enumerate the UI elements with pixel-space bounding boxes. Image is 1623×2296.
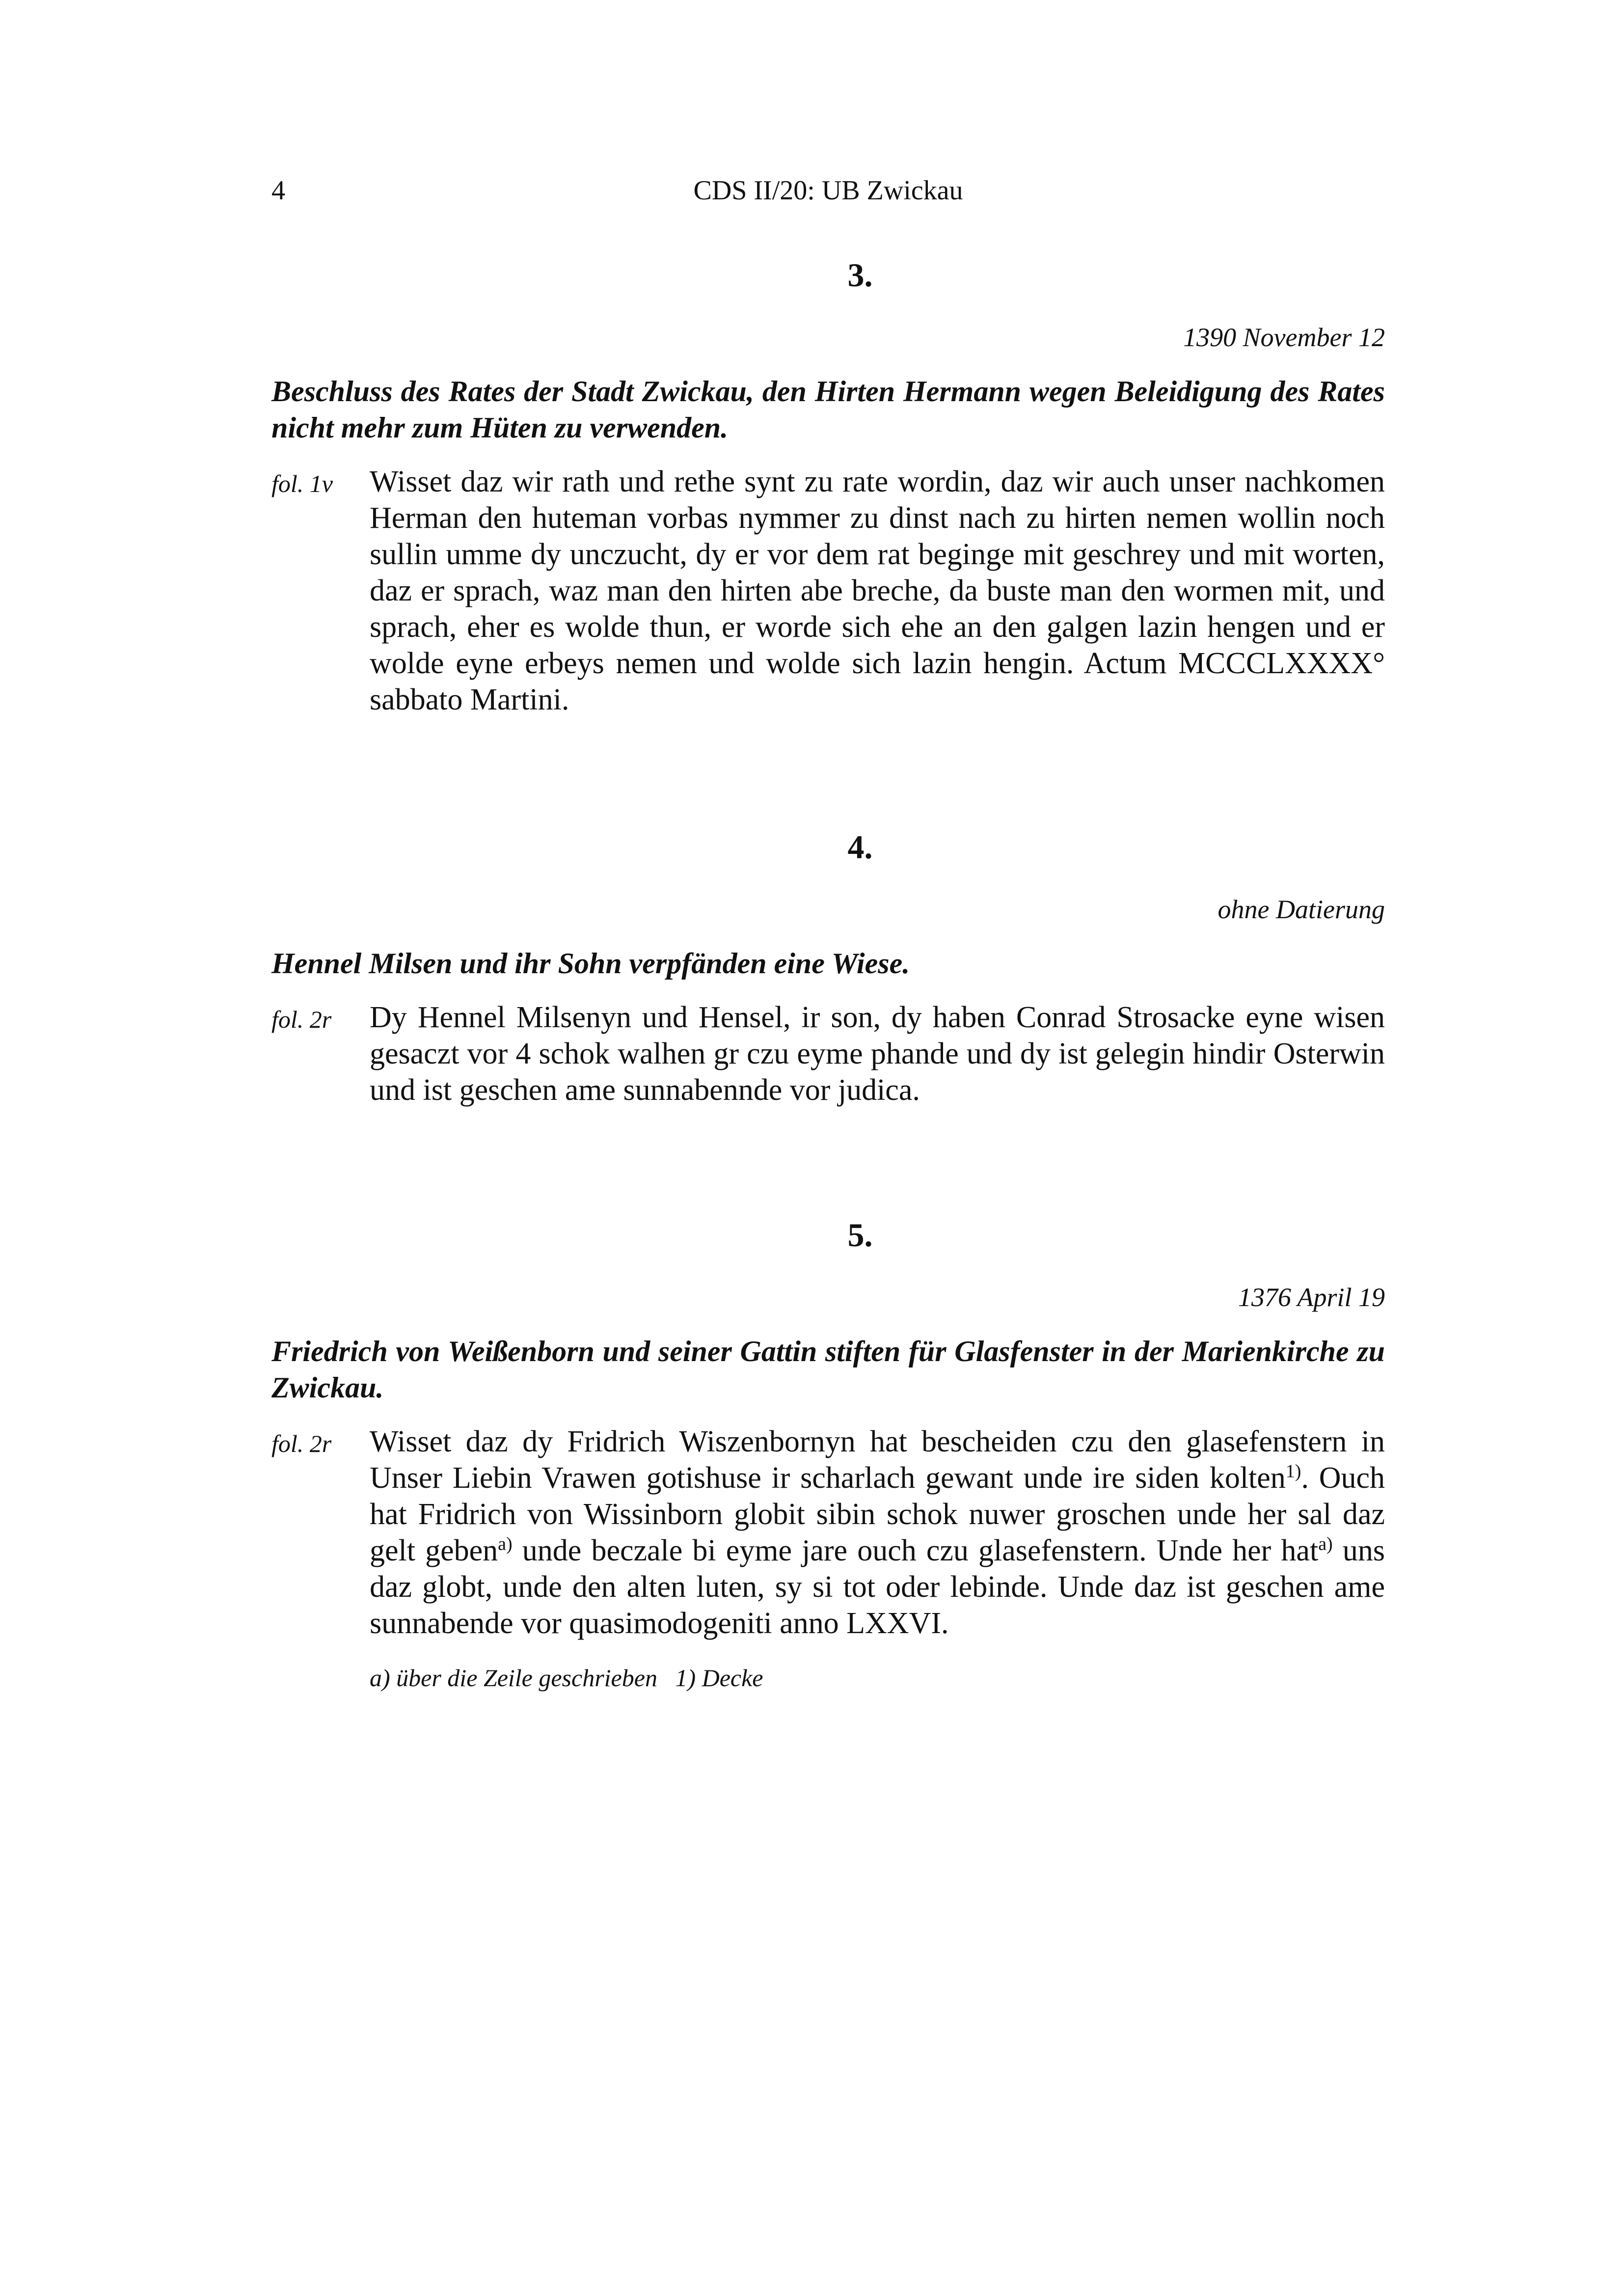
- note-1: 1) Decke: [675, 1664, 763, 1692]
- document-date: ohne Datierung: [1217, 895, 1385, 924]
- document-body: [271, 999, 1385, 1108]
- document-number: 3.: [847, 256, 873, 294]
- document-date: 1376 April 19: [1238, 1283, 1385, 1312]
- footnote-marker: 1): [1285, 1461, 1301, 1482]
- text-segment: unde beczale bi eyme jare ouch czu glasefenstern. Unde her hat: [512, 1534, 1319, 1567]
- page-number: 4: [271, 175, 285, 206]
- document-number: 4.: [847, 828, 873, 866]
- document-body: [271, 464, 1385, 718]
- folio-reference: fol. 2r: [271, 1006, 332, 1033]
- folio-reference: fol. 2r: [271, 1430, 332, 1457]
- document-title: Beschluss des Rates der Stadt Zwickau, den Hirten Hermann wegen Beleidigung des Rates nicht mehr zum Hüten zu verwenden.: [271, 375, 1385, 444]
- folio-reference: fol. 1v: [271, 470, 333, 497]
- text-segment: . Ouch hat Fridrich von Wissinborn globit sibin schok nuwer groschen unde her sal daz gelt geben: [370, 1461, 1385, 1567]
- document-title: Friedrich von Weißenborn und seiner Gattin stiften für Glasfenster in der Marienkirche zu Zwickau.: [271, 1335, 1385, 1404]
- document-number: 5.: [847, 1216, 873, 1254]
- document-date: 1390 November 12: [1183, 323, 1385, 352]
- document-entry-3: [271, 255, 1385, 718]
- apparatus-notes: [370, 1662, 1385, 1694]
- document-entry-5: [271, 1215, 1385, 1694]
- page-header: [271, 175, 1385, 214]
- document-body: [271, 1423, 1385, 1694]
- document-entry-4: [271, 827, 1385, 1108]
- text-segment: Wisset daz dy Fridrich Wiszenbornyn hat bescheiden czu den glasefenstern in Unser Liebin Vrawen gotishuse ir scharlach gewant unde ire siden kolten: [370, 1425, 1385, 1495]
- footnote-marker: a): [1318, 1533, 1333, 1555]
- footnote-marker: a): [498, 1533, 513, 1555]
- note-a: a) über die Zeile geschrieben: [370, 1664, 657, 1692]
- running-head: CDS II/20: UB Zwickau: [693, 175, 963, 206]
- text-segment: uns daz globt, unde den alten luten, sy si tot oder lebinde. Unde daz ist geschen ame sunnabende vor quasimodogeniti anno LXXVI.: [370, 1534, 1385, 1640]
- document-title: Hennel Milsen und ihr Sohn verpfänden eine Wiese.: [271, 947, 910, 980]
- document-text: Dy Hennel Milsenyn und Hensel, ir son, dy haben Conrad Strosacke eyne wisen gesaczt vor 4 schok walhen gr czu eyme phande und dy ist gelegin hindir Osterwin und ist geschen ame sunnabennde vor judica.: [370, 1001, 1385, 1107]
- document-text: Wisset daz wir rath und rethe synt zu rate wordin, daz wir auch unser nachkomen Herman den huteman vorbas nymmer zu dinst nach zu hirten nemen wollin noch sullin umme dy unczucht, dy er vor dem rat beginge mit geschrey und mit worten, daz er sprach, waz man den hirten abe breche, da buste man den wormen mit, und sprach, eher es wolde thun, er worde sich ehe an den galgen lazin hengen und er wolde eyne erbeys nemen und wolde sich lazin hengin. Actum MCCCLXXXX° sabbato Martini.: [370, 465, 1385, 716]
- document-text: [370, 1423, 1385, 1641]
